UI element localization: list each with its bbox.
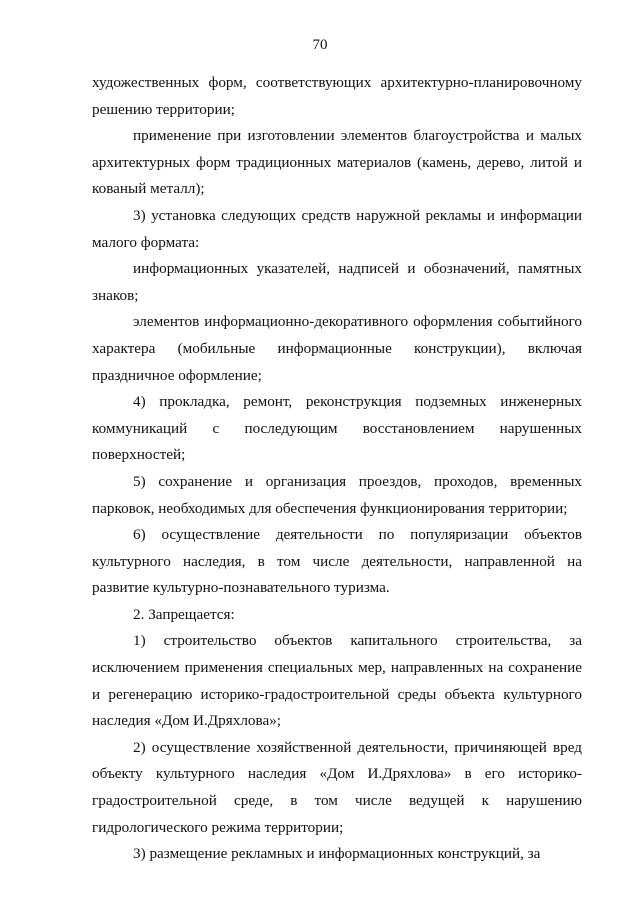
paragraph-4: информационных указателей, надписей и обозначений, памятных знаков; [92,260,582,304]
paragraph-5: элементов информационно-декоративного оформления событийного характера (мобильные информационные конструкции), включая праздничное оформление; [92,313,582,384]
paragraph-2: применение при изготовлении элементов благоустройства и малых архитектурных форм традиционных материалов (камень, дерево, литой и кованый металл); [92,127,582,198]
paragraph-7: 5) сохранение и организация проездов, проходов, временных парковок, необходимых для обеспечения функционирования территории; [92,472,582,517]
paragraph-8: 6) осуществление деятельности по популяризации объектов культурного наследия, в том числе деятельности, направленной на развитие культурно-познавательного туризма. [92,526,582,597]
paragraph-3: 3) установка следующих средств наружной рекламы и информации малого формата: [92,206,582,251]
paragraph-12: 3) размещение рекламных и информационных конструкций, за [133,845,541,863]
paragraph-11: 2) осуществление хозяйственной деятельности, причиняющей вред объекту культурного наследия «Дом И.Дряхлова» в его историко-градостроительной среде, в том числе ведущей к нарушению гидрологического режима территории; [92,738,582,836]
document-body [92,70,582,868]
paragraph-10: 1) строительство объектов капитального строительства, за исключением применения специальных мер, направленных на сохранение и регенерацию историко-градостроительной среды объекта культурного наследия «Дом И.Дряхлова»; [92,632,582,730]
paragraph-1: художественных форм, соответствующих архитектурно-планировочному решению территории; [92,74,582,118]
paragraph-9: 2. Запрещается: [133,605,235,623]
page-number: 70 [312,37,328,53]
paragraph-6: 4) прокладка, ремонт, реконструкция подземных инженерных коммуникаций с последующим восстановлением нарушенных поверхностей; [92,393,582,464]
